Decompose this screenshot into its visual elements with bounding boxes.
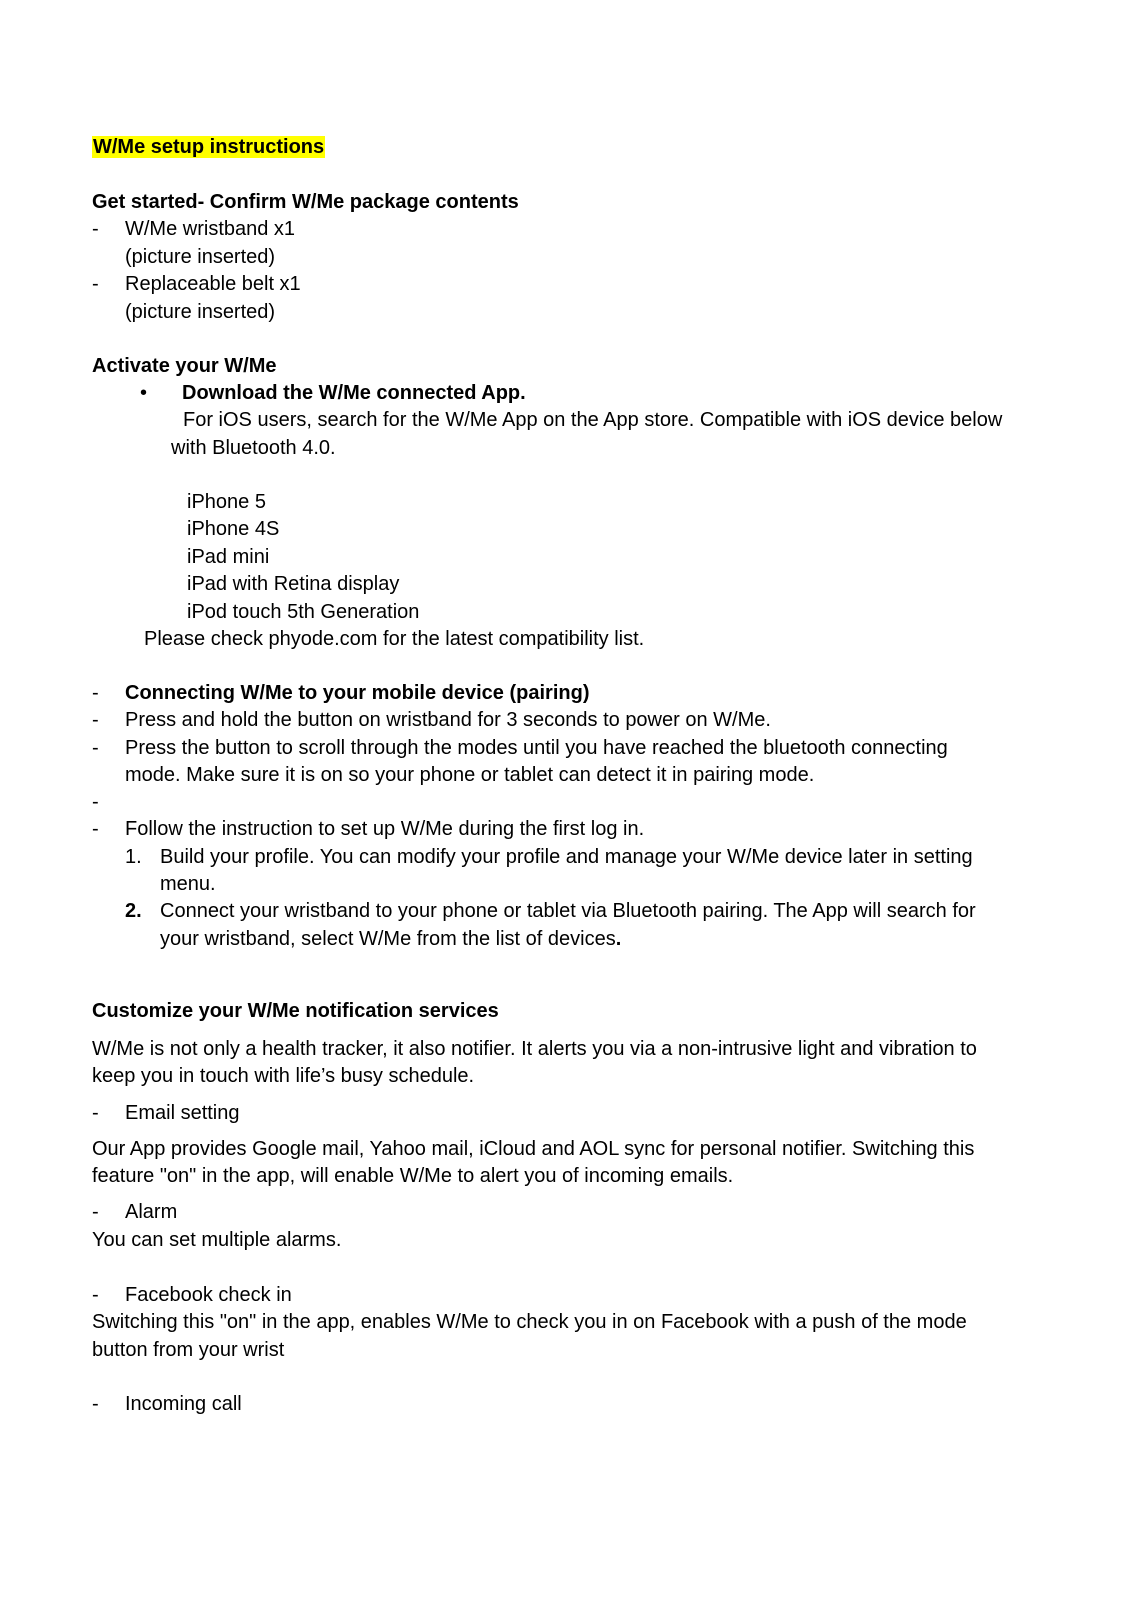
incoming-call-label: Incoming call bbox=[125, 1393, 242, 1415]
alarm-label: Alarm bbox=[125, 1201, 178, 1223]
email-setting-text: Our App provides Google mail, Yahoo mail, iCloud and AOL sync for personal notifier. Switching this bbox=[92, 1138, 975, 1160]
device-list-item: iPad with Retina display bbox=[187, 573, 400, 595]
list-dash: - bbox=[92, 709, 99, 731]
list-dash: - bbox=[92, 737, 99, 759]
power-on-instruction: Press and hold the button on wristband for 3 seconds to power on W/Me. bbox=[125, 709, 771, 731]
notification-intro: keep you in touch with life’s busy schedule. bbox=[92, 1065, 475, 1087]
notification-intro: W/Me is not only a health tracker, it also notifier. It alerts you via a non-intrusive light and vibration to bbox=[92, 1038, 977, 1060]
step-text-body: your wristband, select W/Me from the list of devices bbox=[160, 928, 616, 950]
document-title bbox=[92, 134, 325, 161]
device-list-item: iPhone 5 bbox=[187, 491, 266, 513]
list-dash: - bbox=[92, 218, 99, 240]
list-dash: - bbox=[92, 1201, 99, 1223]
list-dash: - bbox=[92, 1393, 99, 1415]
pairing-heading: Connecting W/Me to your mobile device (pairing) bbox=[125, 682, 590, 704]
first-login-instruction: Follow the instruction to set up W/Me during the first log in. bbox=[125, 818, 645, 840]
scroll-modes-instruction: Press the button to scroll through the modes until you have reached the bluetooth connecting bbox=[125, 737, 948, 759]
device-list-item: iPod touch 5th Generation bbox=[187, 601, 420, 623]
picture-placeholder-note: (picture inserted) bbox=[125, 246, 276, 268]
list-dash: - bbox=[92, 1102, 99, 1124]
package-contents-heading: Get started- Confirm W/Me package contents bbox=[92, 191, 519, 213]
list-dash: - bbox=[92, 273, 99, 295]
picture-placeholder-note: (picture inserted) bbox=[125, 301, 276, 323]
title-highlight: W/Me setup instructions bbox=[93, 136, 325, 158]
email-setting-text: feature "on" in the app, will enable W/Me to alert you of incoming emails. bbox=[92, 1165, 734, 1187]
notification-heading: Customize your W/Me notification services bbox=[92, 1000, 499, 1022]
step-number: 1. bbox=[125, 846, 142, 868]
device-list-item: iPad mini bbox=[187, 546, 270, 568]
list-dash: - bbox=[92, 1284, 99, 1306]
ios-instructions-line: For iOS users, search for the W/Me App on the App store. Compatible with iOS device below bbox=[183, 409, 1003, 431]
scroll-modes-instruction: mode. Make sure it is on so your phone or tablet can detect it in pairing mode. bbox=[125, 764, 815, 786]
step-text: Build your profile. You can modify your profile and manage your W/Me device later in setting bbox=[160, 846, 973, 868]
list-dash: - bbox=[92, 791, 99, 813]
bullet-marker: • bbox=[140, 382, 148, 404]
activate-heading: Activate your W/Me bbox=[92, 355, 277, 377]
download-app-heading: Download the W/Me connected App. bbox=[182, 382, 526, 404]
email-setting-label: Email setting bbox=[125, 1102, 240, 1124]
step-number: 2. bbox=[125, 900, 142, 922]
step-text: menu. bbox=[160, 873, 216, 895]
facebook-text: button from your wrist bbox=[92, 1339, 285, 1361]
step-text: Connect your wristband to your phone or tablet via Bluetooth pairing. The App will search for bbox=[160, 900, 976, 922]
list-item-belt: Replaceable belt x1 bbox=[125, 273, 301, 295]
list-dash: - bbox=[92, 818, 99, 840]
list-dash: - bbox=[92, 682, 99, 704]
step-text-period: . bbox=[615, 928, 622, 950]
step-text bbox=[160, 926, 621, 953]
ios-instructions-line: with Bluetooth 4.0. bbox=[171, 437, 336, 459]
alarm-text: You can set multiple alarms. bbox=[92, 1229, 342, 1251]
device-list-item: iPhone 4S bbox=[187, 518, 280, 540]
compatibility-note: Please check phyode.com for the latest compatibility list. bbox=[144, 628, 645, 650]
facebook-label: Facebook check in bbox=[125, 1284, 292, 1306]
facebook-text: Switching this "on" in the app, enables W/Me to check you in on Facebook with a push of the mode bbox=[92, 1311, 967, 1333]
list-item-wristband: W/Me wristband x1 bbox=[125, 218, 296, 240]
